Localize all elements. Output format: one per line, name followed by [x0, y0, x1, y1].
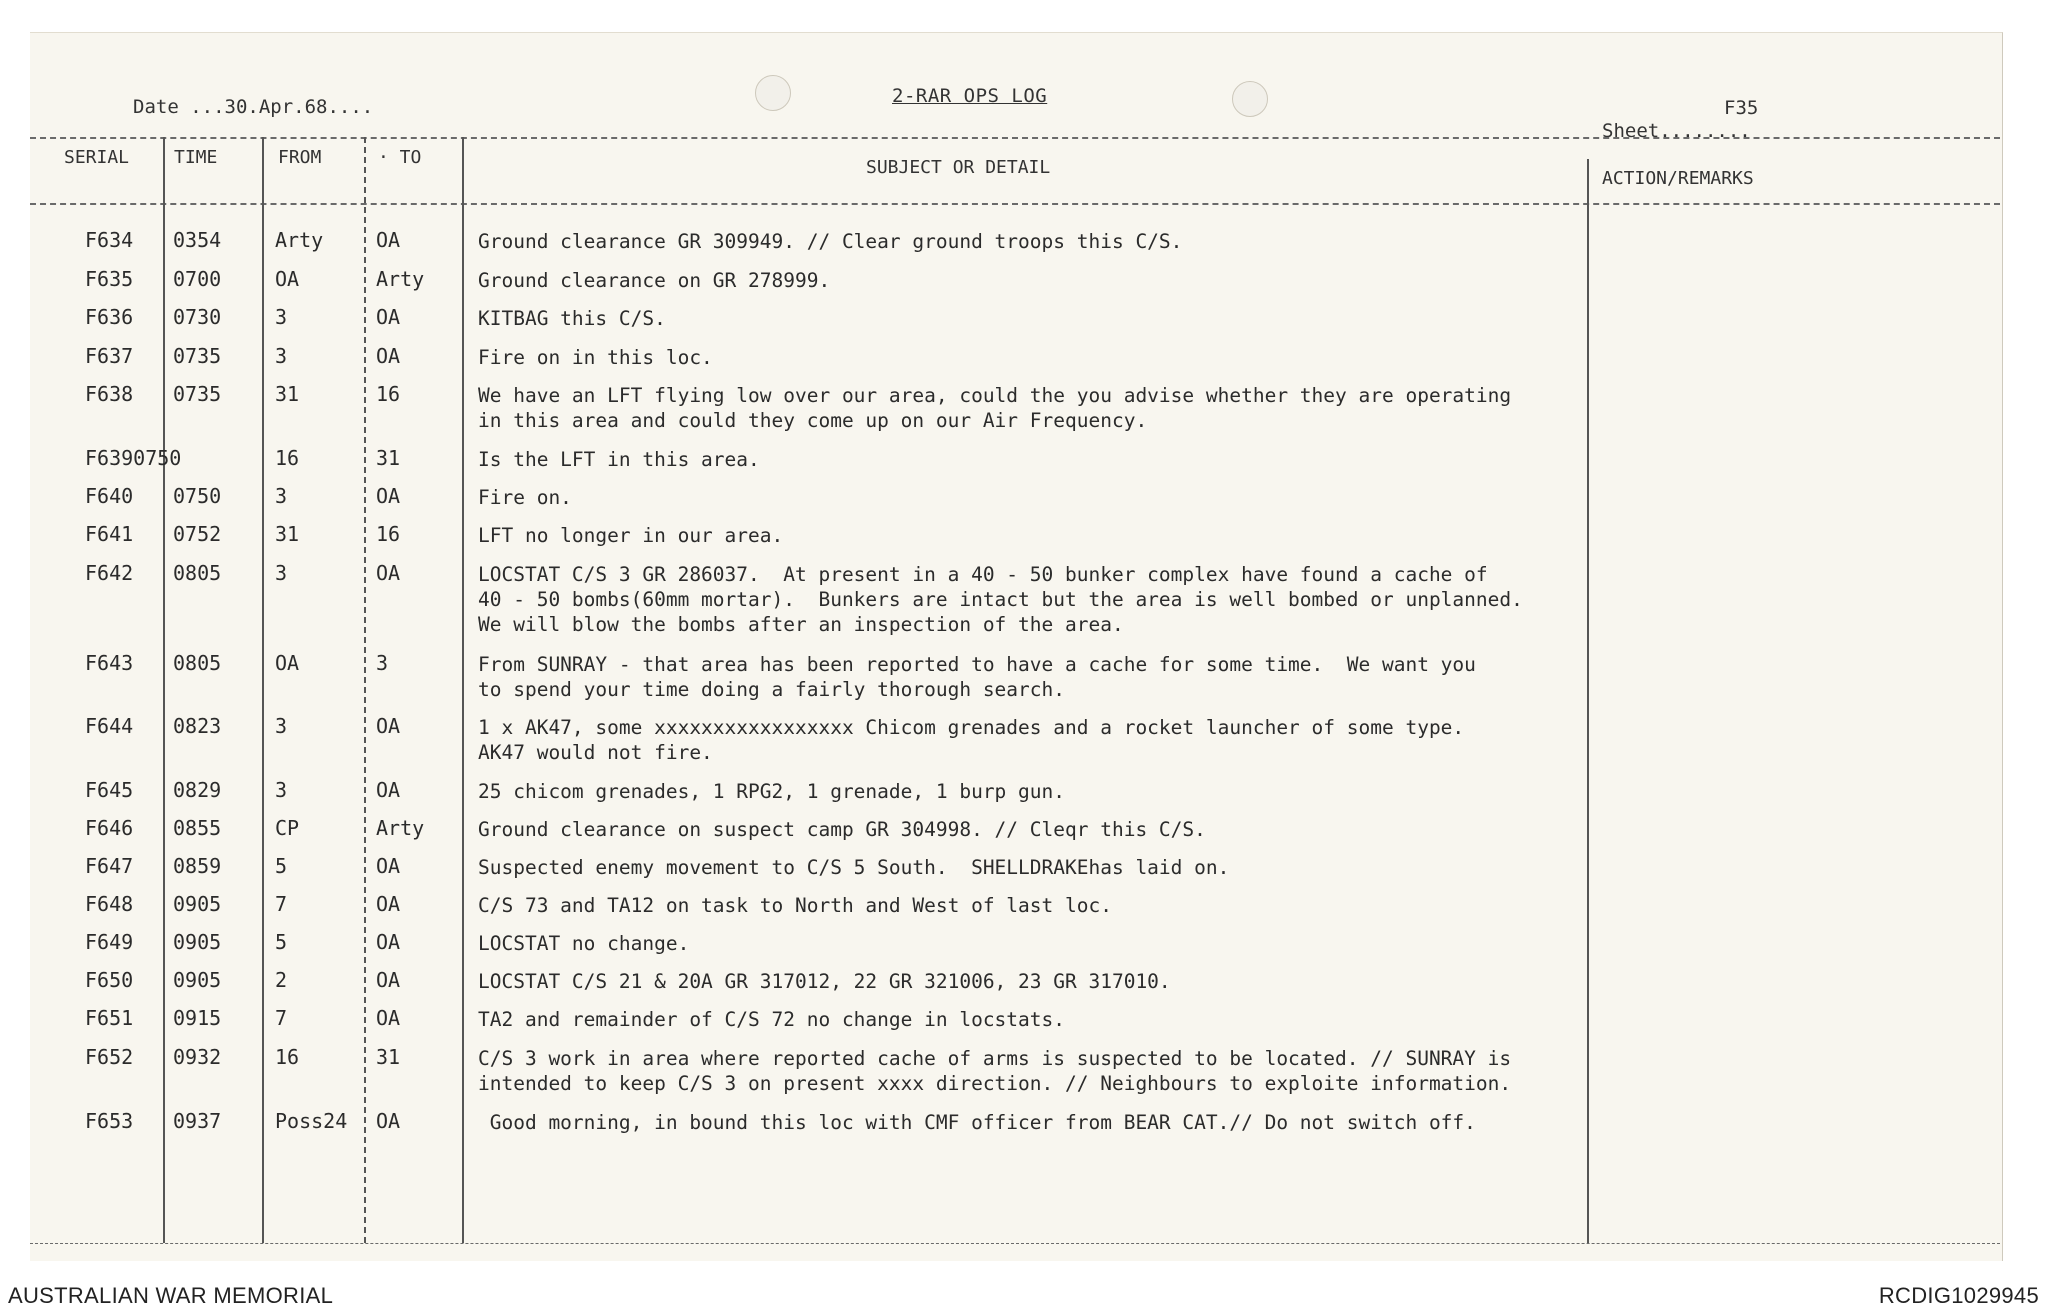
- from-cell: 3: [275, 714, 288, 738]
- log-row: [30, 1109, 2002, 1169]
- to-cell: 16: [376, 522, 401, 546]
- serial-cell: F651: [85, 1006, 134, 1030]
- detail-cell: [478, 779, 1065, 804]
- detail-line: to spend your time doing a fairly thorough search.: [478, 678, 1065, 701]
- to-cell: Arty: [376, 816, 425, 840]
- punch-hole: [755, 75, 791, 111]
- detail-cell: [478, 1110, 1476, 1135]
- detail-cell: [478, 523, 783, 548]
- to-cell: 16: [376, 382, 401, 406]
- detail-line: AK47 would not fire.: [478, 741, 713, 764]
- from-cell: 2: [275, 968, 288, 992]
- detail-cell: [478, 229, 1182, 254]
- log-row: [30, 1045, 2002, 1105]
- serial-cell: F643: [85, 651, 134, 675]
- from-cell: 7: [275, 1006, 288, 1030]
- detail-line: LOCSTAT C/S 3 GR 286037. At present in a 40 - 50 bunker complex have found a cache of: [478, 563, 1488, 586]
- to-cell: OA: [376, 778, 401, 802]
- to-cell: OA: [376, 714, 401, 738]
- to-cell: 31: [376, 1045, 401, 1069]
- detail-line: Ground clearance on GR 278999.: [478, 269, 831, 292]
- detail-line: C/S 3 work in area where reported cache of arms is suspected to be located. // SUNRAY is: [478, 1047, 1512, 1070]
- from-cell: 3: [275, 344, 288, 368]
- to-cell: OA: [376, 1006, 401, 1030]
- time-cell: 0823: [173, 714, 222, 738]
- date-value: ...30.Apr.68....: [190, 96, 374, 118]
- footer-record-id: RCDIG1029945: [1878, 1283, 2039, 1308]
- from-cell: 3: [275, 305, 288, 329]
- time-cell: 0905: [173, 968, 222, 992]
- serial-cell: F652: [85, 1045, 134, 1069]
- from-cell: 5: [275, 854, 288, 878]
- serial-cell: F635: [85, 267, 134, 291]
- from-cell: 16: [275, 1045, 300, 1069]
- serial-cell: F648: [85, 892, 134, 916]
- time-cell: 0735: [173, 382, 222, 406]
- detail-line: From SUNRAY - that area has been reported to have a cache for some time. We want you: [478, 653, 1476, 676]
- from-cell: CP: [275, 816, 300, 840]
- detail-cell: [478, 1046, 1511, 1096]
- to-cell: Arty: [376, 267, 425, 291]
- to-cell: OA: [376, 854, 401, 878]
- from-cell: 3: [275, 778, 288, 802]
- time-cell: 0855: [173, 816, 222, 840]
- detail-line: in this area and could they come up on our Air Frequency.: [478, 409, 1148, 432]
- detail-cell: [478, 562, 1523, 637]
- to-cell: OA: [376, 1109, 401, 1133]
- page-title: 2-RAR OPS LOG: [892, 85, 1048, 107]
- serial-cell: F640: [85, 484, 134, 508]
- detail-line: Fire on.: [478, 486, 572, 509]
- detail-cell: [478, 931, 689, 956]
- detail-line: KITBAG this C/S.: [478, 307, 666, 330]
- from-cell: 16: [275, 446, 300, 470]
- to-cell: OA: [376, 228, 401, 252]
- detail-line: LOCSTAT C/S 21 & 20A GR 317012, 22 GR 321006, 23 GR 317010.: [478, 970, 1171, 993]
- serial-cell: F636: [85, 305, 134, 329]
- from-cell: 7: [275, 892, 288, 916]
- to-cell: OA: [376, 968, 401, 992]
- serial-cell: F6390750: [85, 446, 182, 470]
- detail-cell: [478, 345, 713, 370]
- serial-cell: F637: [85, 344, 134, 368]
- detail-cell: [478, 652, 1476, 702]
- date-label: Date: [133, 96, 179, 118]
- detail-line: 40 - 50 bombs(60mm mortar). Bunkers are intact but the area is well bombed or unplanned.: [478, 588, 1523, 611]
- time-cell: 0805: [173, 561, 222, 585]
- col-header-detail: SUBJECT OR DETAIL: [866, 157, 1051, 178]
- detail-line: intended to keep C/S 3 on present xxxx direction. // Neighbours to exploite information.: [478, 1072, 1512, 1095]
- col-header-time: TIME: [174, 147, 218, 168]
- serial-cell: F644: [85, 714, 134, 738]
- detail-line: 25 chicom grenades, 1 RPG2, 1 grenade, 1 burp gun.: [478, 780, 1065, 803]
- time-cell: 0735: [173, 344, 222, 368]
- time-cell: 0750: [173, 484, 222, 508]
- sheet-number: F35: [1724, 97, 1759, 119]
- from-cell: 31: [275, 522, 300, 546]
- detail-line: C/S 73 and TA12 on task to North and West of last loc.: [478, 894, 1112, 917]
- from-cell: Arty: [275, 228, 324, 252]
- footer-archive-name: AUSTRALIAN WAR MEMORIAL: [8, 1283, 334, 1308]
- detail-cell: [478, 447, 760, 472]
- detail-line: Good morning, in bound this loc with CMF officer from BEAR CAT.// Do not switch off.: [478, 1111, 1476, 1134]
- serial-cell: F650: [85, 968, 134, 992]
- time-cell: 0700: [173, 267, 222, 291]
- from-cell: 3: [275, 484, 288, 508]
- time-cell: 0752: [173, 522, 222, 546]
- col-header-remarks: ACTION/REMARKS: [1602, 168, 1754, 189]
- log-row: [30, 714, 2002, 774]
- log-row: [30, 382, 2002, 442]
- time-cell: 0905: [173, 892, 222, 916]
- to-cell: OA: [376, 484, 401, 508]
- time-cell: 0937: [173, 1109, 222, 1133]
- log-sheet: [30, 32, 2003, 1261]
- detail-cell: [478, 268, 830, 293]
- date-field: [133, 96, 373, 118]
- from-cell: 5: [275, 930, 288, 954]
- from-cell: 31: [275, 382, 300, 406]
- detail-line: LFT no longer in our area.: [478, 524, 784, 547]
- detail-cell: [478, 1007, 1065, 1032]
- to-cell: OA: [376, 561, 401, 585]
- col-header-serial: SERIAL: [64, 147, 130, 168]
- to-cell: OA: [376, 344, 401, 368]
- col-header-from: FROM: [278, 147, 322, 168]
- punch-hole: [1232, 81, 1268, 117]
- detail-line: We have an LFT flying low over our area, could the you advise whether they are operating: [478, 384, 1512, 407]
- detail-line: Ground clearance GR 309949. // Clear ground troops this C/S.: [478, 230, 1183, 253]
- detail-line: Ground clearance on suspect camp GR 304998. // Cleqr this C/S.: [478, 818, 1206, 841]
- time-cell: 0905: [173, 930, 222, 954]
- bottom-rule: [30, 1243, 2000, 1244]
- detail-cell: [478, 855, 1229, 880]
- time-cell: 0915: [173, 1006, 222, 1030]
- detail-line: LOCSTAT no change.: [478, 932, 690, 955]
- detail-cell: [478, 893, 1112, 918]
- from-cell: 3: [275, 561, 288, 585]
- time-cell: 0730: [173, 305, 222, 329]
- header-bottom-rule: [30, 203, 2000, 205]
- to-cell: 31: [376, 446, 401, 470]
- serial-cell: F642: [85, 561, 134, 585]
- from-cell: OA: [275, 651, 300, 675]
- time-cell: 0805: [173, 651, 222, 675]
- time-cell: 0829: [173, 778, 222, 802]
- time-cell: 0932: [173, 1045, 222, 1069]
- detail-cell: [478, 715, 1464, 765]
- serial-cell: F647: [85, 854, 134, 878]
- sheet-label: Sheet........: [1602, 120, 1751, 142]
- detail-cell: [478, 485, 572, 510]
- col-header-to: · TO: [378, 147, 422, 168]
- serial-cell: F653: [85, 1109, 134, 1133]
- header-top-rule: [30, 137, 2000, 139]
- serial-cell: F641: [85, 522, 134, 546]
- detail-line: Suspected enemy movement to C/S 5 South. SHELLDRAKEhas laid on.: [478, 856, 1230, 879]
- from-cell: Poss24: [275, 1109, 348, 1133]
- detail-line: TA2 and remainder of C/S 72 no change in locstats.: [478, 1008, 1065, 1031]
- detail-line: Is the LFT in this area.: [478, 448, 760, 471]
- detail-line: 1 x AK47, some xxxxxxxxxxxxxxxxx Chicom grenades and a rocket launcher of some type.: [478, 716, 1465, 739]
- detail-cell: [478, 306, 666, 331]
- time-cell: 0354: [173, 228, 222, 252]
- serial-cell: F634: [85, 228, 134, 252]
- detail-cell: [478, 383, 1511, 433]
- to-cell: OA: [376, 892, 401, 916]
- time-cell: 0859: [173, 854, 222, 878]
- detail-line: Fire on in this loc.: [478, 346, 713, 369]
- to-cell: OA: [376, 930, 401, 954]
- from-cell: OA: [275, 267, 300, 291]
- detail-line: We will blow the bombs after an inspection of the area.: [478, 613, 1124, 636]
- detail-cell: [478, 817, 1206, 842]
- serial-cell: F646: [85, 816, 134, 840]
- log-row: [30, 561, 2002, 636]
- detail-cell: [478, 969, 1171, 994]
- to-cell: OA: [376, 305, 401, 329]
- serial-cell: F649: [85, 930, 134, 954]
- to-cell: 3: [376, 651, 389, 675]
- log-row: [30, 651, 2002, 711]
- serial-cell: F645: [85, 778, 134, 802]
- serial-cell: F638: [85, 382, 134, 406]
